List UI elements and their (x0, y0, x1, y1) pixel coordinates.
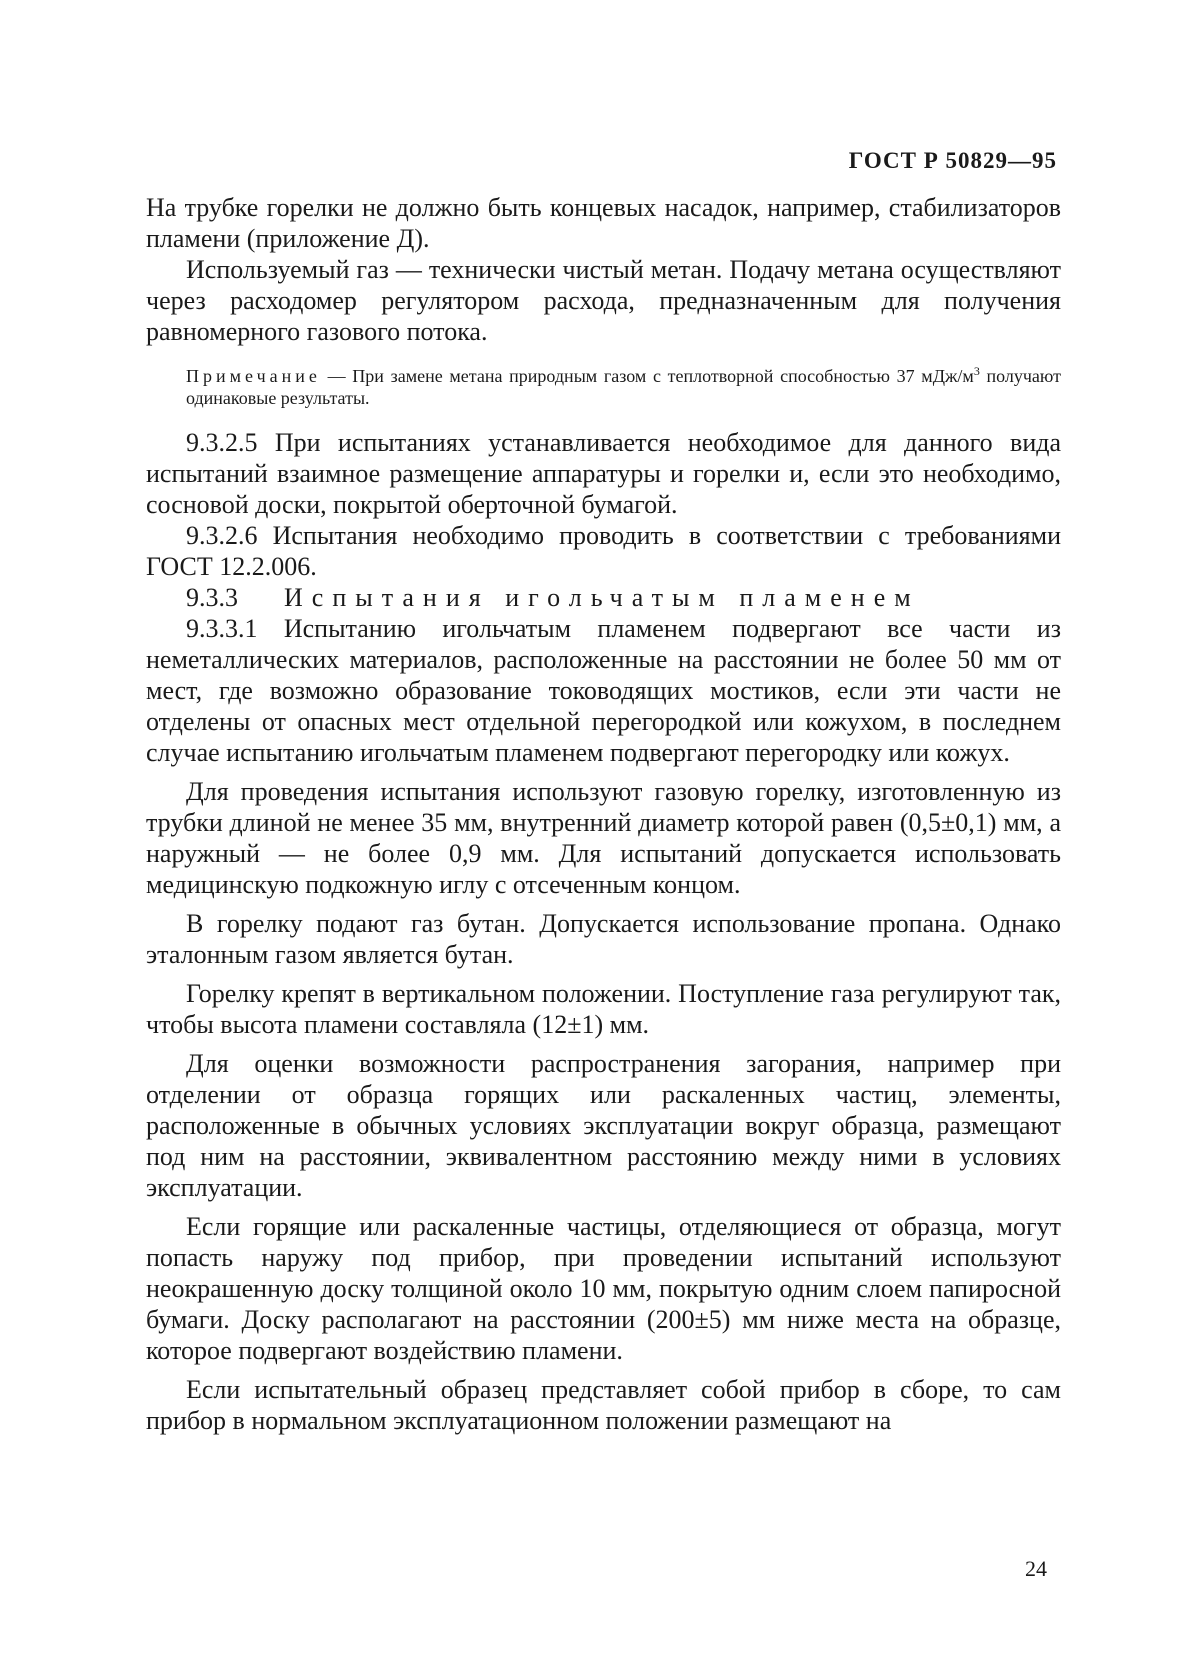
paragraph-gas-methane: Используемый газ — технически чистый метан. Подачу метана осуществляют через расходомер регулятором расхода, предназначенным для получения равномерного газового потока. (146, 255, 1061, 346)
paragraph-burner: Для проведения испытания используют газовую горелку, изготовленную из трубки длиной не менее 35 мм, внутренний диаметр которой равен (0,5±0,1) мм, а наружный — не более 0,9 мм. Для испытаний допускается использовать медицинскую подкожную иглу с отсеченным концом. (146, 777, 1061, 899)
paragraph-board: Если горящие или раскаленные частицы, отделяющиеся от образца, могут попасть наружу под прибор, при проведении испытаний используют неокрашенную доску толщиной около 10 мм, покрытую одним слоем папиросной бумаги. Доску располагают на расстоянии (200±5) мм ниже места на образце, которое подвергают воздействию пламени. (146, 1212, 1061, 1365)
note (186, 365, 1061, 409)
paragraph-butane: В горелку подают газ бутан. Допускается использование пропана. Однако эталонным газом является бутан. (146, 909, 1061, 969)
paragraph-assembly: Если испытательный образец представляет собой прибор в сборе, то сам прибор в нормальном эксплуатационном положении размещают на (146, 1375, 1061, 1435)
paragraph-9-3-3-1: 9.3.3.1 Испытанию игольчатым пламенем подвергают все части из неметаллических материалов, расположенные на расстоянии не более 50 мм от мест, где возможно образование тоководящих мостиков, если эти части не отделены от опасных мест отдельной перегородкой или кожухом, в последнем случае испытанию игольчатым пламенем подвергают перегородку или кожух. (146, 614, 1061, 767)
section-heading-9-3-3 (146, 582, 1061, 613)
paragraph-spread: Для оценки возможности распространения загорания, например при отделении от образца горящих или раскаленных частиц, элементы, расположенные в обычных условиях эксплуатации вокруг образца, размещают под ним на расстоянии, эквивалентном расстоянию между ними в условиях эксплуатации. (146, 1049, 1061, 1202)
document-body (146, 192, 1061, 1436)
note-text-b: получают одинаковые результаты. (186, 366, 1062, 408)
paragraph-9-3-2-6: 9.3.2.6 Испытания необходимо проводить в соответствии с требованиями ГОСТ 12.2.006. (146, 521, 1061, 581)
page-number: 24 (1025, 1556, 1047, 1581)
section-title: Испытания игольчатым пламенем (284, 583, 920, 612)
note-label: Примечание (186, 366, 321, 386)
paragraph-tube: На трубке горелки не должно быть концевых насадок, например, стабилизаторов пламени (приложение Д). (146, 193, 1061, 253)
section-number: 9.3.3 (186, 583, 238, 612)
note-superscript: 3 (973, 364, 980, 378)
paragraph-mount: Горелку крепят в вертикальном положении. Поступление газа регулируют так, чтобы высота пламени составляла (12±1) мм. (146, 979, 1061, 1039)
paragraph-9-3-2-5: 9.3.2.5 При испытаниях устанавливается необходимое для данного вида испытаний взаимное размещение аппаратуры и горелки и, если это необходимо, сосновой доски, покрытой оберточной бумагой. (146, 428, 1061, 519)
document-code: ГОСТ Р 50829—95 (848, 148, 1057, 173)
note-text-a: — При замене метана природным газом с теплотворной способностью 37 мДж/м (320, 366, 974, 386)
